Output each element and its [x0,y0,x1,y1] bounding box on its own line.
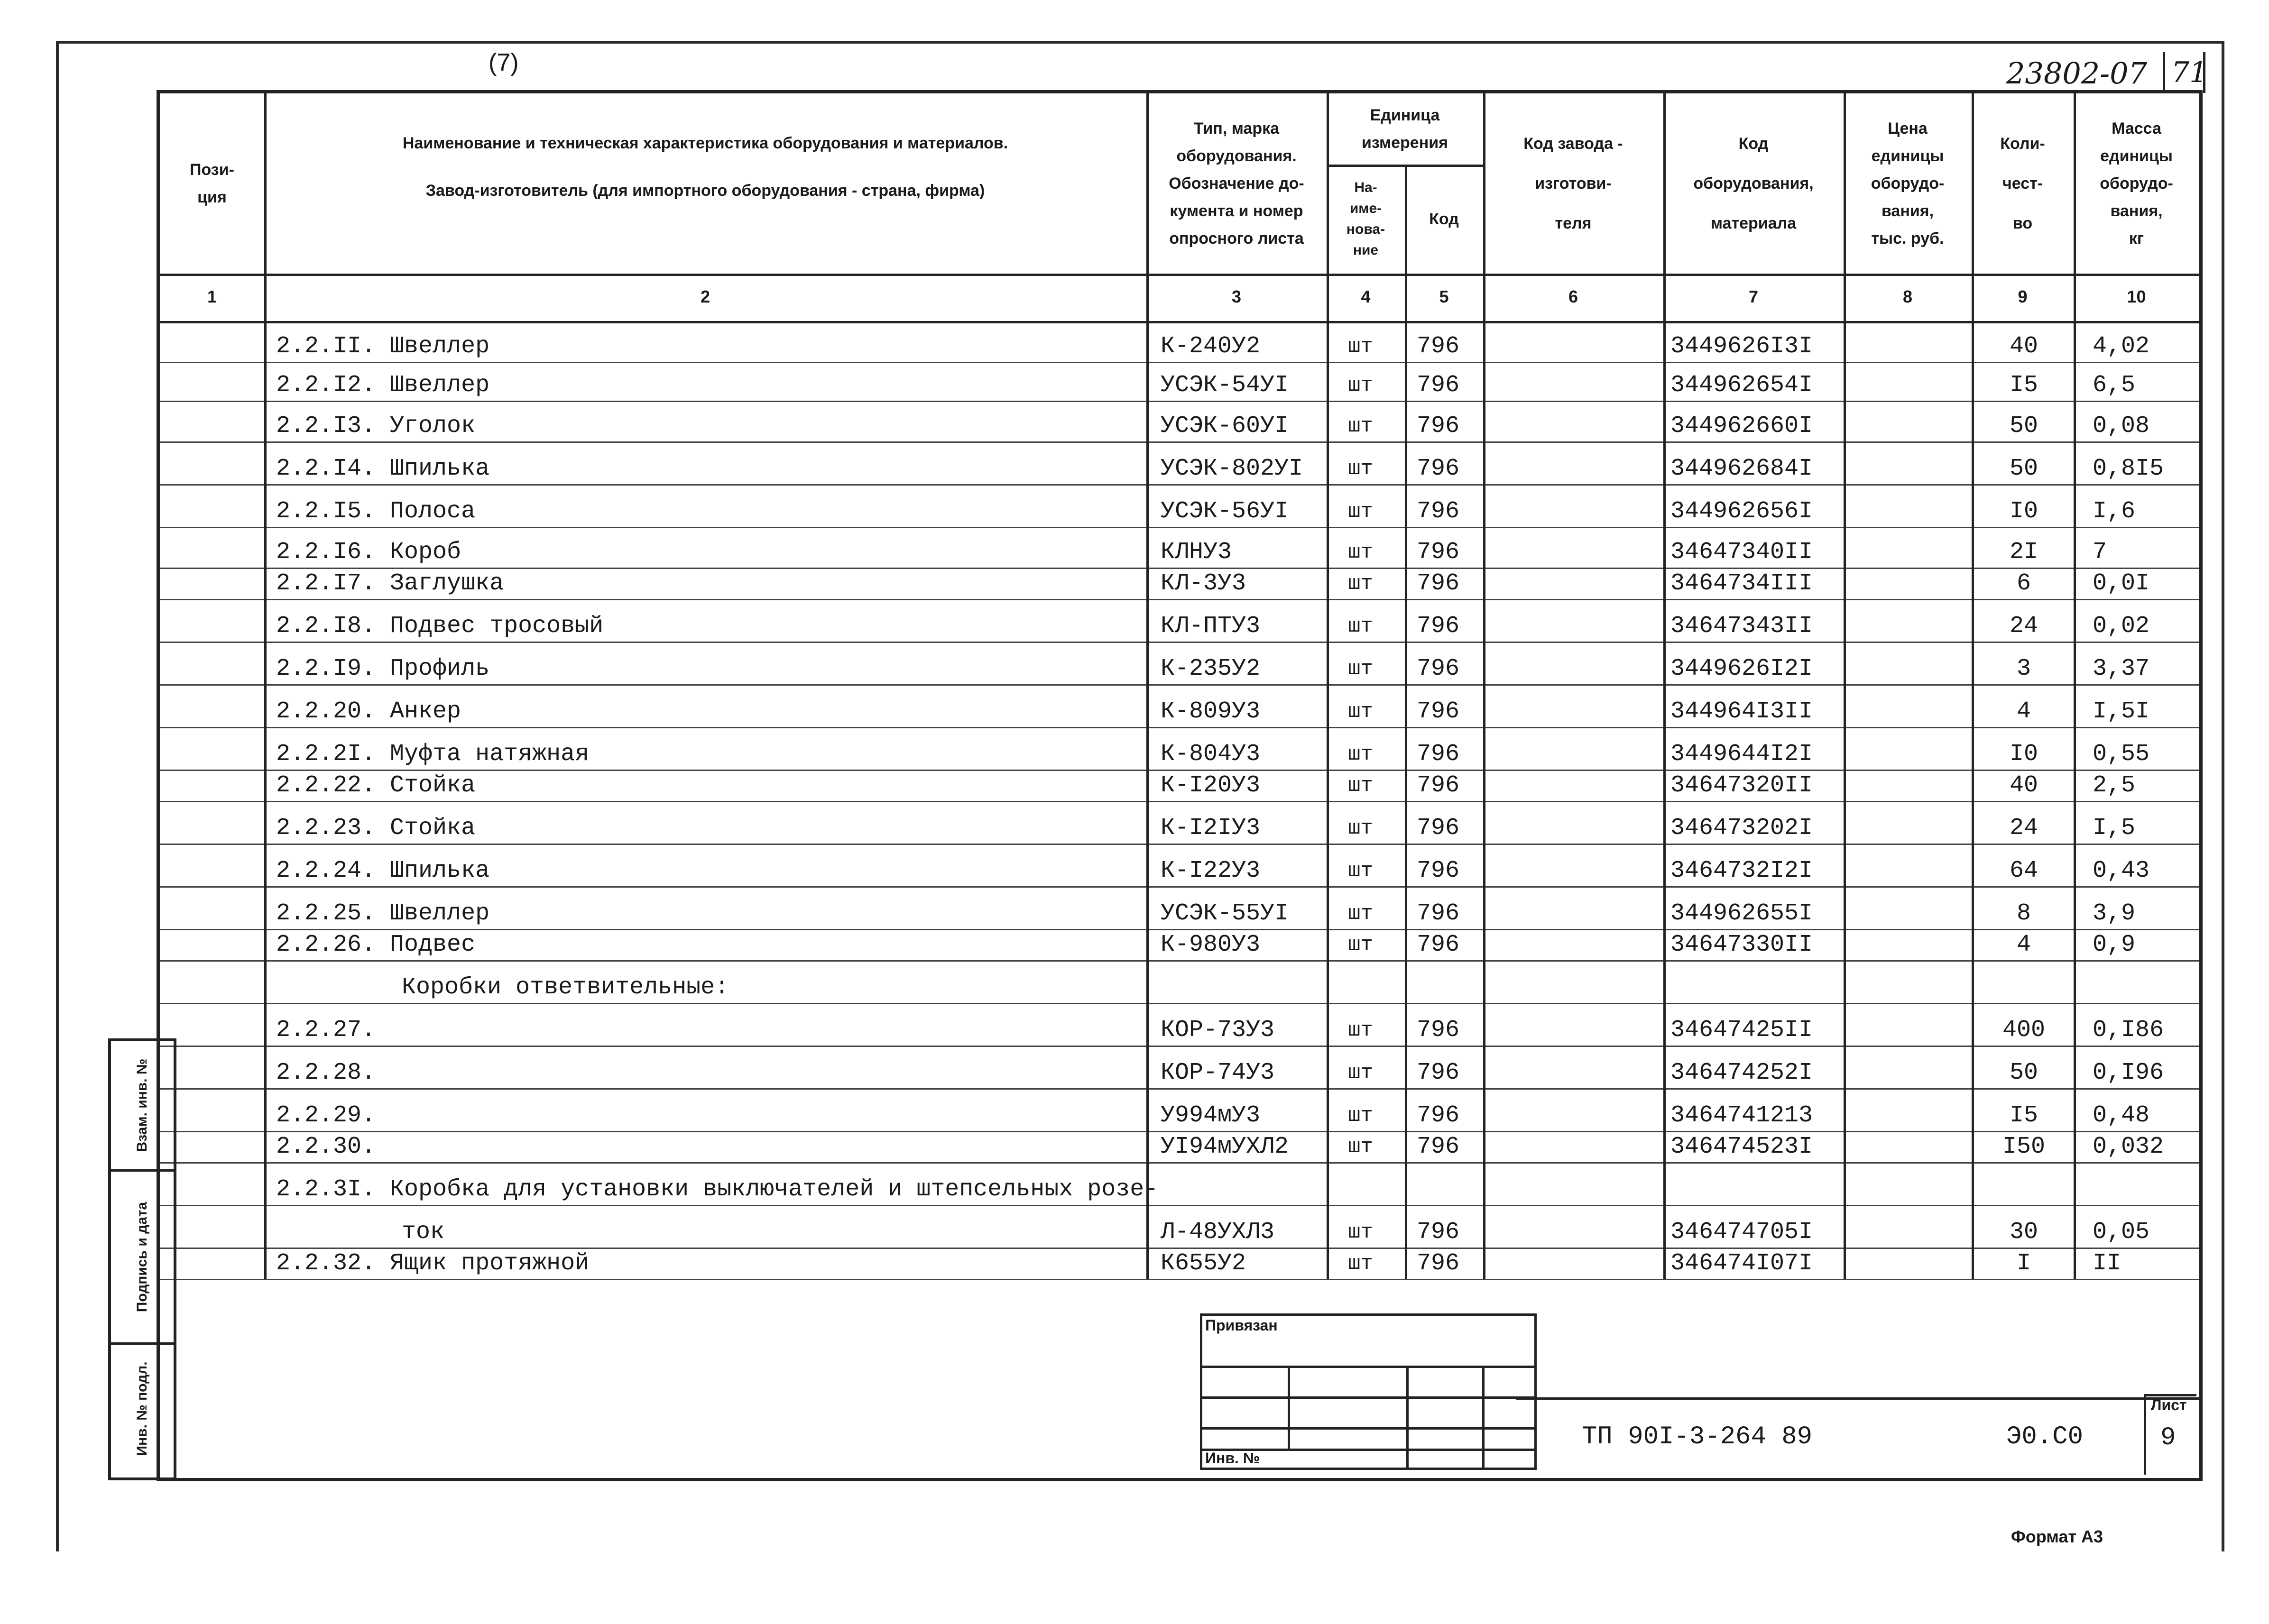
row-divider [160,1279,2199,1280]
row-equipment-code: 344962656I [1670,498,1813,525]
row-name: 2.2.I9. Профиль [276,655,490,682]
row-divider [160,844,2199,845]
row-name: 2.2.I7. Заглушка [276,570,504,597]
bound-label: Привязан [1205,1317,1278,1334]
row-mass: 0,08 [2093,413,2150,440]
row-quantity: 40 [2009,333,2038,360]
row-equipment-code: 34647343II [1670,613,1813,640]
row-unit: шт [1348,933,1373,957]
column-number: 5 [1439,287,1449,306]
row-unit-code: 796 [1417,372,1460,399]
row-mass: 6,5 [2093,372,2136,399]
row-divider [160,1088,2199,1090]
row-unit-code: 796 [1417,698,1460,725]
side-sign: Подпись и дата [134,1202,150,1312]
row-unit: шт [1348,374,1373,397]
row-unit: шт [1348,1252,1373,1275]
row-equipment-code: 34647340II [1670,539,1813,566]
row-unit: шт [1348,1220,1373,1244]
row-quantity: I5 [2009,372,2038,399]
row-unit-code: 796 [1417,570,1460,597]
row-unit: шт [1348,615,1373,638]
row-type: УСЭК-54УI [1161,372,1289,399]
row-equipment-code: 346474705I [1670,1219,1813,1246]
inv-label: Инв. № [1205,1450,1260,1467]
side-strip [108,1038,176,1480]
row-quantity: 24 [2009,815,2038,842]
row-name: 2.2.28. [276,1059,376,1086]
row-unit: шт [1348,541,1373,564]
top-marker: (7) [489,49,519,76]
row-unit: шт [1348,743,1373,766]
side-sign-cell [111,1172,174,1345]
row-unit-code: 796 [1417,498,1460,525]
row-unit-code: 796 [1417,772,1460,799]
row-unit: шт [1348,572,1373,596]
row-quantity: 30 [2009,1219,2038,1246]
row-quantity: 4 [2016,931,2031,958]
row-mass: 2,5 [2093,772,2136,799]
row-quantity: 3 [2016,655,2031,682]
row-divider [160,727,2199,728]
row-unit-code: 796 [1417,1017,1460,1044]
side-zam-cell [111,1041,174,1172]
row-unit: шт [1348,1135,1373,1159]
row-unit-code: 796 [1417,613,1460,640]
row-name: 2.2.I8. Подвес тросовый [276,613,604,640]
row-name: 2.2.27. [276,1017,376,1044]
row-name: 2.2.I5. Полоса [276,498,476,525]
column-number: 10 [2127,287,2146,306]
row-mass: 4,02 [2093,333,2150,360]
doc-number: 23802-07 [2006,56,2148,91]
row-equipment-code: 346474I07I [1670,1250,1813,1277]
row-divider [160,770,2199,771]
row-mass: 0,02 [2093,613,2150,640]
row-equipment-code: 3449626I2I [1670,655,1813,682]
row-unit: шт [1348,1018,1373,1042]
row-unit-code: 796 [1417,333,1460,360]
row-mass: 0,48 [2093,1102,2150,1129]
row-type: КЛНУ3 [1161,539,1232,566]
row-quantity: 6 [2016,570,2031,597]
row-unit: шт [1348,335,1373,358]
side-inv: Инв. № подл. [134,1361,150,1456]
page-number: 71 [2171,56,2208,89]
row-type: К-I22У3 [1161,857,1261,884]
row-type: КЛ-3У3 [1161,570,1246,597]
row-unit-code: 796 [1417,857,1460,884]
row-name: 2.2.24. Шпилька [276,857,490,884]
header-unit-group: Единица измерения [1362,106,1448,152]
row-mass: 0,I86 [2093,1017,2164,1044]
row-unit: шт [1348,657,1373,681]
header-unit-name: На- име- нова- ние [1346,180,1385,258]
row-equipment-code: 3464741213 [1670,1102,1813,1129]
row-divider [160,1248,2199,1249]
row-equipment-code: 344962660I [1670,413,1813,440]
row-name: 2.2.29. [276,1102,376,1129]
row-type: К-804У3 [1161,741,1261,768]
row-divider [160,1162,2199,1164]
row-unit-code: 796 [1417,900,1460,927]
row-divider [160,362,2199,363]
row-quantity: 400 [2002,1017,2045,1044]
row-divider [160,929,2199,930]
row-type: УСЭК-802УI [1161,455,1303,482]
row-name: 2.2.II. Швеллер [276,333,490,360]
format-label: Формат А3 [2011,1527,2103,1546]
row-name: 2.2.I4. Шпилька [276,455,490,482]
row-name: 2.2.I2. Швеллер [276,372,490,399]
row-mass: 0,0I [2093,570,2150,597]
row-mass: 0,43 [2093,857,2150,884]
row-name: 2.2.25. Швеллер [276,900,490,927]
row-mass: 0,05 [2093,1219,2150,1246]
row-name: 2.2.30. [276,1133,376,1160]
column-divider [1146,93,1149,1279]
row-quantity: 4 [2016,698,2031,725]
row-divider [160,801,2199,802]
row-mass: I,5I [2093,698,2150,725]
row-type: К-I2IУ3 [1161,815,1261,842]
row-type: К-240У2 [1161,333,1261,360]
title-block-top [1516,1397,2199,1400]
row-quantity: 50 [2009,413,2038,440]
row-equipment-code: 3464734III [1670,570,1813,597]
row-name: Коробки ответвительные: [402,974,729,1001]
row-equipment-code: 344962655I [1670,900,1813,927]
row-type: К-809У3 [1161,698,1261,725]
column-number: 9 [2018,287,2028,306]
row-unit: шт [1348,774,1373,798]
column-number: 2 [700,287,710,306]
row-divider [160,1003,2199,1004]
row-name: 2.2.I3. Уголок [276,413,476,440]
row-name: 2.2.23. Стойка [276,815,476,842]
row-unit-code: 796 [1417,1250,1460,1277]
row-mass: 0,55 [2093,741,2150,768]
colnum-bottom-line [160,321,2199,323]
row-name: 2.2.26. Подвес [276,931,476,958]
row-quantity: I [2016,1250,2031,1277]
row-quantity: 2I [2009,539,2038,566]
header-type: Тип, марка оборудования. Обозначение до- кумента и номер опросного листа [1169,119,1304,248]
row-quantity: 50 [2009,1059,2038,1086]
row-equipment-code: 3449644I2I [1670,741,1813,768]
row-unit: шт [1348,817,1373,840]
row-divider [160,1131,2199,1132]
side-inv-cell [111,1345,174,1473]
column-divider [1405,165,1407,1279]
row-type: У994мУ3 [1161,1102,1261,1129]
row-quantity: 24 [2009,613,2038,640]
column-divider [1483,93,1485,1279]
row-equipment-code: 344964I3II [1670,698,1813,725]
row-mass: 0,032 [2093,1133,2164,1160]
row-quantity: 50 [2009,455,2038,482]
row-quantity: 64 [2009,857,2038,884]
row-mass: I,6 [2093,498,2136,525]
row-type: К-980У3 [1161,931,1261,958]
row-type: УСЭК-60УI [1161,413,1289,440]
column-number: 1 [207,287,217,306]
row-name: 2.2.32. Ящик протяжной [276,1250,590,1277]
column-divider [1844,93,1846,1279]
row-unit: шт [1348,1104,1373,1128]
sheet-label: Лист [2151,1396,2187,1413]
row-type: К-235У2 [1161,655,1261,682]
row-type: К655У2 [1161,1250,1246,1277]
row-type: УСЭК-55УI [1161,900,1289,927]
row-equipment-code: 34647425II [1670,1017,1813,1044]
column-divider [2074,93,2076,1279]
row-unit: шт [1348,1061,1373,1085]
row-divider [160,642,2199,643]
unit-group-divider [1327,165,1483,167]
column-number: 8 [1902,287,1913,306]
row-unit: шт [1348,902,1373,926]
row-divider [160,684,2199,686]
row-unit-code: 796 [1417,455,1460,482]
header-factory-code: Код завода - изготови- теля [1523,135,1623,232]
row-mass: I,5 [2093,815,2136,842]
row-unit: шт [1348,457,1373,481]
header-bottom-line [160,274,2199,276]
row-unit: шт [1348,414,1373,438]
column-number: 7 [1748,287,1759,306]
row-divider [160,1046,2199,1047]
row-mass: II [2093,1250,2121,1277]
row-equipment-code: 3464732I2I [1670,857,1813,884]
row-name: 2.2.20. Анкер [276,698,461,725]
row-type: УСЭК-56УI [1161,498,1289,525]
column-divider [1663,93,1666,1279]
row-quantity: 40 [2009,772,2038,799]
row-divider [160,1205,2199,1206]
binding-stamp [1200,1313,1537,1470]
column-divider [264,93,267,1279]
row-type: Л-48УХЛ3 [1161,1219,1275,1246]
header-mass: Масса единицы оборудо- вания, кг [2100,119,2173,248]
row-divider [160,484,2199,486]
row-equipment-code: 34647320II [1670,772,1813,799]
column-number: 6 [1568,287,1578,306]
row-unit-code: 796 [1417,1219,1460,1246]
row-mass: 7 [2093,539,2107,566]
row-mass: 3,9 [2093,900,2136,927]
row-unit: шт [1348,859,1373,883]
row-mass: 0,9 [2093,931,2136,958]
column-number: 4 [1361,287,1371,306]
row-mass: 0,I96 [2093,1059,2164,1086]
row-quantity: I5 [2009,1102,2038,1129]
column-number: 3 [1231,287,1242,306]
sheet-number: 9 [2160,1423,2176,1452]
row-divider [160,960,2199,962]
row-type: КЛ-ПТУ3 [1161,613,1261,640]
row-type: КОР-74У3 [1161,1059,1275,1086]
row-unit-code: 796 [1417,931,1460,958]
row-name: 2.2.22. Стойка [276,772,476,799]
row-equipment-code: 346474523I [1670,1133,1813,1160]
header-price: Цена единицы оборудо- вания, тыс. руб. [1871,119,1945,248]
row-equipment-code: 346473202I [1670,815,1813,842]
spec-table [157,90,2203,1481]
row-equipment-code: 3449626I3I [1670,333,1813,360]
row-quantity: 8 [2016,900,2031,927]
header-quantity: Коли- чест- во [2000,135,2045,232]
row-quantity: I50 [2002,1133,2045,1160]
row-name: 2.2.I6. Короб [276,539,461,566]
header-manufacturer: Завод-изготовитель (для импортного оборудования - страна, фирма) [425,182,985,200]
row-quantity: I0 [2009,498,2038,525]
row-divider [160,886,2199,888]
row-name: 2.2.3I. Коробка для установки выключателей и штепсельных розе- [276,1176,1159,1203]
header-position: Пози- ция [190,161,234,206]
row-type: К-I20У3 [1161,772,1261,799]
row-unit-code: 796 [1417,539,1460,566]
row-unit: шт [1348,700,1373,724]
row-unit-code: 796 [1417,815,1460,842]
project-code: ТП 90I-3-264 89 [1582,1422,1813,1451]
side-zam: Взам. инв. № [134,1058,150,1152]
row-type: КОР-73У3 [1161,1017,1275,1044]
row-equipment-code: 344962684I [1670,455,1813,482]
row-mass: 3,37 [2093,655,2150,682]
row-type: УI94мУХЛ2 [1161,1133,1289,1160]
row-unit-code: 796 [1417,741,1460,768]
row-unit-code: 796 [1417,655,1460,682]
row-equipment-code: 34647330II [1670,931,1813,958]
row-unit-code: 796 [1417,1133,1460,1160]
row-unit-code: 796 [1417,413,1460,440]
row-unit-code: 796 [1417,1102,1460,1129]
header-name: Наименование и техническая характеристика оборудования и материалов. [402,134,1008,152]
row-mass: 0,8I5 [2093,455,2164,482]
row-divider [160,401,2199,402]
row-divider [160,599,2199,600]
row-name: ток [402,1219,445,1246]
row-divider [160,527,2199,528]
row-equipment-code: 346474252I [1670,1059,1813,1086]
row-divider [160,568,2199,569]
row-divider [160,441,2199,443]
row-unit-code: 796 [1417,1059,1460,1086]
row-name: 2.2.2I. Муфта натяжная [276,741,590,768]
row-equipment-code: 344962654I [1670,372,1813,399]
row-quantity: I0 [2009,741,2038,768]
column-divider [1972,93,1974,1279]
header-equipment-code: Код оборудования, материала [1693,135,1814,232]
column-divider [1327,93,1329,1279]
header-unit-code: Код [1429,210,1459,228]
row-unit: шт [1348,500,1373,523]
section-code: Э0.С0 [2006,1422,2084,1451]
